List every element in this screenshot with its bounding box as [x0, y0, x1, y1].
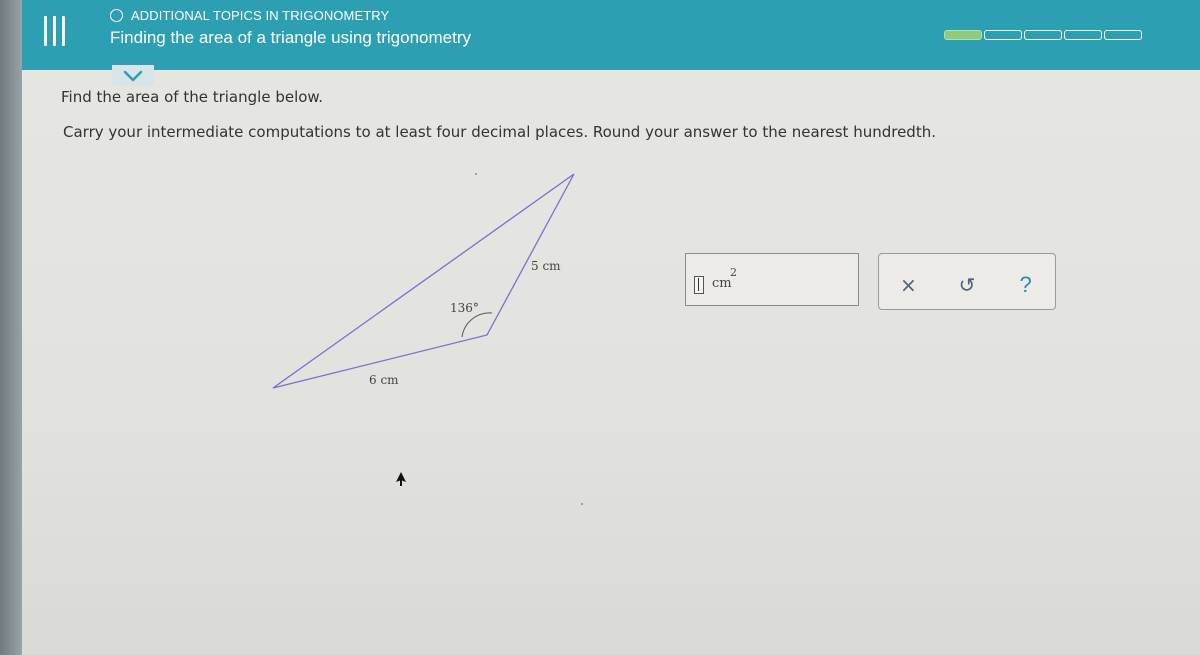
topic-circle-icon — [110, 9, 123, 22]
chevron-down-icon — [123, 70, 143, 82]
progress-bar — [944, 30, 1142, 40]
menu-icon[interactable] — [34, 16, 74, 52]
undo-button[interactable]: ↺ — [958, 272, 976, 297]
angle-arc — [462, 313, 492, 337]
lesson-title: Finding the area of a triangle using trigonometry — [110, 28, 471, 47]
progress-segment — [944, 30, 982, 40]
collapse-toggle[interactable] — [112, 65, 154, 86]
triangle-shape — [273, 174, 574, 388]
answer-box[interactable] — [685, 253, 859, 306]
dust-speck — [475, 173, 477, 175]
answer-input[interactable] — [694, 276, 704, 294]
mouse-pointer-icon — [394, 471, 408, 487]
progress-segment — [1104, 30, 1142, 40]
header-bar — [22, 0, 1200, 70]
screen-bezel — [0, 0, 22, 655]
question-instructions: Carry your intermediate computations to at least four decimal places. Round your answer to the nearest hundredth. — [63, 123, 936, 141]
topic-row[interactable] — [110, 8, 389, 23]
unit-exponent: 2 — [730, 266, 737, 279]
topic-label: ADDITIONAL TOPICS IN TRIGONOMETRY — [131, 8, 390, 23]
progress-segment — [1064, 30, 1102, 40]
clear-button[interactable]: × — [899, 272, 917, 297]
side-b-label: 6 cm — [369, 373, 399, 387]
help-button[interactable]: ? — [1019, 271, 1032, 297]
angle-label: 136° — [450, 301, 479, 315]
question-prompt: Find the area of the triangle below. — [61, 88, 324, 106]
dust-speck — [581, 503, 583, 505]
side-a-label: 5 cm — [531, 259, 561, 273]
unit-label: cm — [712, 276, 732, 291]
progress-segment — [984, 30, 1022, 40]
progress-segment — [1024, 30, 1062, 40]
action-panel — [878, 253, 1056, 310]
